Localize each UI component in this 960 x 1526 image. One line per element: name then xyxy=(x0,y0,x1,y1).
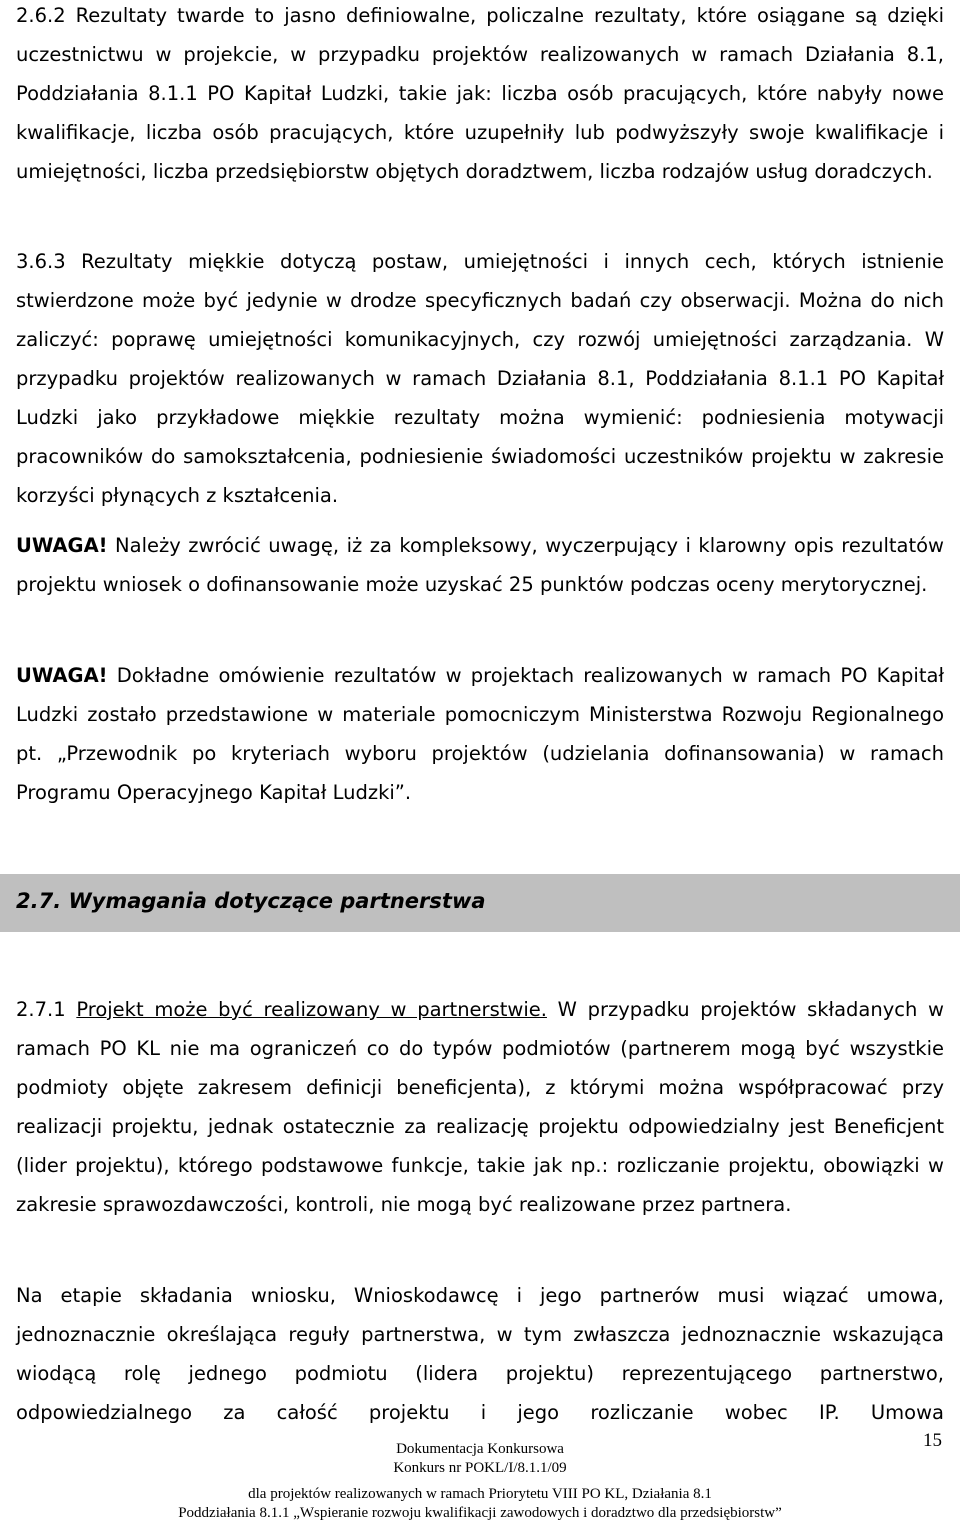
paragraph-soft-results: 3.6.3 Rezultaty miękkie dotyczą postaw, umiejętności i innych cech, których istnienie stwierdzone może być jedynie w drodze specyficznych badań czy obserwacji. Można do nich zaliczyć: poprawę umiejętności komunikacyjnych, czy rozwój umiejętności zarządzania. W przypadku projektów realizowanych w ramach Działania 8.1, Poddziałania 8.1.1 PO Kapitał Ludzki jako przykładowe miękkie rezultaty można wymienić: podniesienia motywacji pracowników do samokształcenia, podniesienie świadomości uczestników projektu w zakresie korzyści płynących z kształcenia. xyxy=(16,250,944,507)
footer-line-2: Konkurs nr POKL/I/8.1.1/09 xyxy=(393,1460,567,1476)
paragraph-note-2 xyxy=(16,656,944,812)
page-number: 15 xyxy=(923,1430,942,1451)
footer-line-4: Poddziałania 8.1.1 „Wspieranie rozwoju kwalifikacji zawodowych i doradztwo dla przedsiębiorstw” xyxy=(178,1505,782,1521)
paragraph-hard-results: 2.6.2 Rezultaty twarde to jasno definiowalne, policzalne rezultaty, które osiągane są dzięki uczestnictwu w projekcie, w przypadku projektów realizowanych w ramach Działania 8.1, Poddziałania 8.1.1 PO Kapitał Ludzki, takie jak: liczba osób pracujących, które nabyły nowe kwalifikacje, liczba osób pracujących, które uzupełniły lub podwyższyły swoje kwalifikacje i umiejętności, liczba przedsiębiorstw objętych doradztwem, liczba rodzajów usług doradczych. xyxy=(16,4,944,183)
paragraph-agreement: Na etapie składania wniosku, Wnioskodawcę i jego partnerów musi wiązać umowa, jednoznacznie określająca reguły partnerstwa, w tym zwłaszcza jednoznacznie wskazująca wiodącą rolę jednego podmiotu (lidera projektu) reprezentującego partnerstwo, odpowiedzialnego za całość projektu i jego rozliczanie wobec IP. Umowa xyxy=(16,1284,944,1424)
paragraph-body: W przypadku projektów składanych w ramach PO KL nie ma ograniczeń co do typów podmiotów (partnerem mogą być wszystkie podmioty objęte zakresem definicji beneficjenta), z którymi można współpracować przy realizacji projektu, jednak ostatecznie za realizację projektu odpowiedzialny jest Beneficjent (lider projektu), którego podstawowe funkcje, takie jak np.: rozliczanie projektu, obowiązki w zakresie sprawozdawczości, kontroli, nie mogą być realizowane przez partnera. xyxy=(16,998,945,1216)
note-label: UWAGA! xyxy=(16,534,108,557)
section-heading: 2.7. Wymagania dotyczące partnerstwa xyxy=(16,889,486,913)
paragraph-note-1 xyxy=(16,526,944,604)
note-label: UWAGA! xyxy=(16,664,108,687)
note-text: Należy zwrócić uwagę, iż za kompleksowy, wyczerpujący i klarowny opis rezultatów projektu wniosek o dofinansowanie może uzyskać 25 punktów podczas oceny merytorycznej. xyxy=(16,534,944,596)
footer-line-3: dla projektów realizowanych w ramach Priorytetu VIII PO KL, Działania 8.1 xyxy=(248,1486,712,1502)
note-text: Dokładne omówienie rezultatów w projektach realizowanych w ramach PO Kapitał Ludzki zostało przedstawione w materiale pomocniczym Ministerstwa Rozwoju Regionalnego pt. „Przewodnik po kryteriach wyboru projektów (udzielania dofinansowania) w ramach Programu Operacyjnego Kapitał Ludzki”. xyxy=(16,664,944,804)
footer-line-1: Dokumentacja Konkursowa xyxy=(396,1441,564,1457)
paragraph-partnership xyxy=(16,990,944,1224)
underlined-statement: Projekt może być realizowany w partnerstwie. xyxy=(76,998,547,1021)
paragraph-number: 2.7.1 xyxy=(16,998,77,1021)
